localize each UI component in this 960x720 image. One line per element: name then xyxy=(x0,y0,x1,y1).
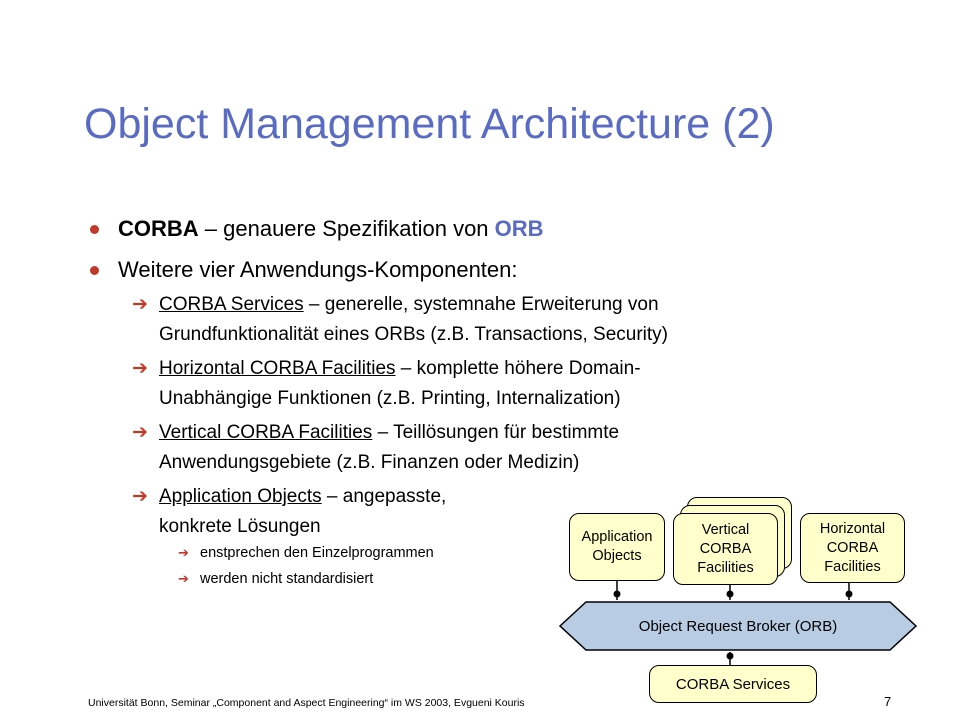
footer-text: Universität Bonn, Seminar „Component and Aspect Engineering“ im WS 2003, Evgueni Kouris xyxy=(88,697,525,709)
sub-line2: Grundfunktionalität eines ORBs (z.B. Transactions, Security) xyxy=(159,324,668,345)
box-horizontal-facilities xyxy=(800,513,905,583)
arrow-right-icon: ➔ xyxy=(132,358,148,379)
box-label: Vertical CORBA Facilities xyxy=(697,521,754,576)
sub-term: Vertical CORBA Facilities xyxy=(159,422,373,443)
arrow-right-icon: ➔ xyxy=(132,486,148,507)
box-label: Horizontal CORBA Facilities xyxy=(819,520,886,575)
sub-term: Application Objects xyxy=(159,486,322,507)
sub-line2: Anwendungsgebiete (z.B. Finanzen oder Medizin) xyxy=(159,452,580,473)
bullet-text xyxy=(118,212,544,246)
corba-term: CORBA xyxy=(118,216,199,241)
sub-text xyxy=(159,418,619,478)
bullet-text: Weitere vier Anwendungs-Komponenten: xyxy=(118,257,518,282)
subsub-text: werden nicht standardisiert xyxy=(200,571,374,587)
sub-line1: – komplette höhere Domain- xyxy=(395,358,641,379)
sub-line1: – generelle, systemnahe Erweiterung von xyxy=(303,294,659,315)
sub-term: Horizontal CORBA Facilities xyxy=(159,358,396,379)
sub-line1: – angepasste, xyxy=(321,486,447,507)
arrow-right-icon: ➔ xyxy=(178,571,189,586)
sub-text xyxy=(159,482,446,542)
sub-text xyxy=(159,290,668,350)
subsub-text: enstprechen den Einzelprogrammen xyxy=(200,545,434,561)
sub-line2: konkrete Lösungen xyxy=(159,516,321,537)
bullet-dot-icon xyxy=(90,225,99,234)
box-label: CORBA Services xyxy=(675,675,791,693)
box-application-objects xyxy=(569,513,665,581)
corba-description: – genauere Spezifikation von xyxy=(198,216,495,241)
arrow-right-icon: ➔ xyxy=(132,294,148,315)
sub-text xyxy=(159,354,641,414)
arrow-right-icon: ➔ xyxy=(178,545,189,560)
sub-term: CORBA Services xyxy=(159,294,304,315)
page-number: 7 xyxy=(884,694,892,709)
sub-line2: Unabhängige Funktionen (z.B. Printing, Internalization) xyxy=(159,388,621,409)
box-label: Application Objects xyxy=(581,529,653,564)
orb-term: ORB xyxy=(494,216,544,241)
bullet-dot-icon xyxy=(90,266,99,275)
box-corba-services xyxy=(649,665,817,703)
orb-label: Object Request Broker (ORB) xyxy=(638,618,838,635)
slide-title: Object Management Architecture (2) xyxy=(84,100,775,148)
box-vertical-facilities xyxy=(673,513,778,585)
sub-line1: – Teillösungen für bestimmte xyxy=(372,422,620,443)
arrow-right-icon: ➔ xyxy=(132,422,148,443)
